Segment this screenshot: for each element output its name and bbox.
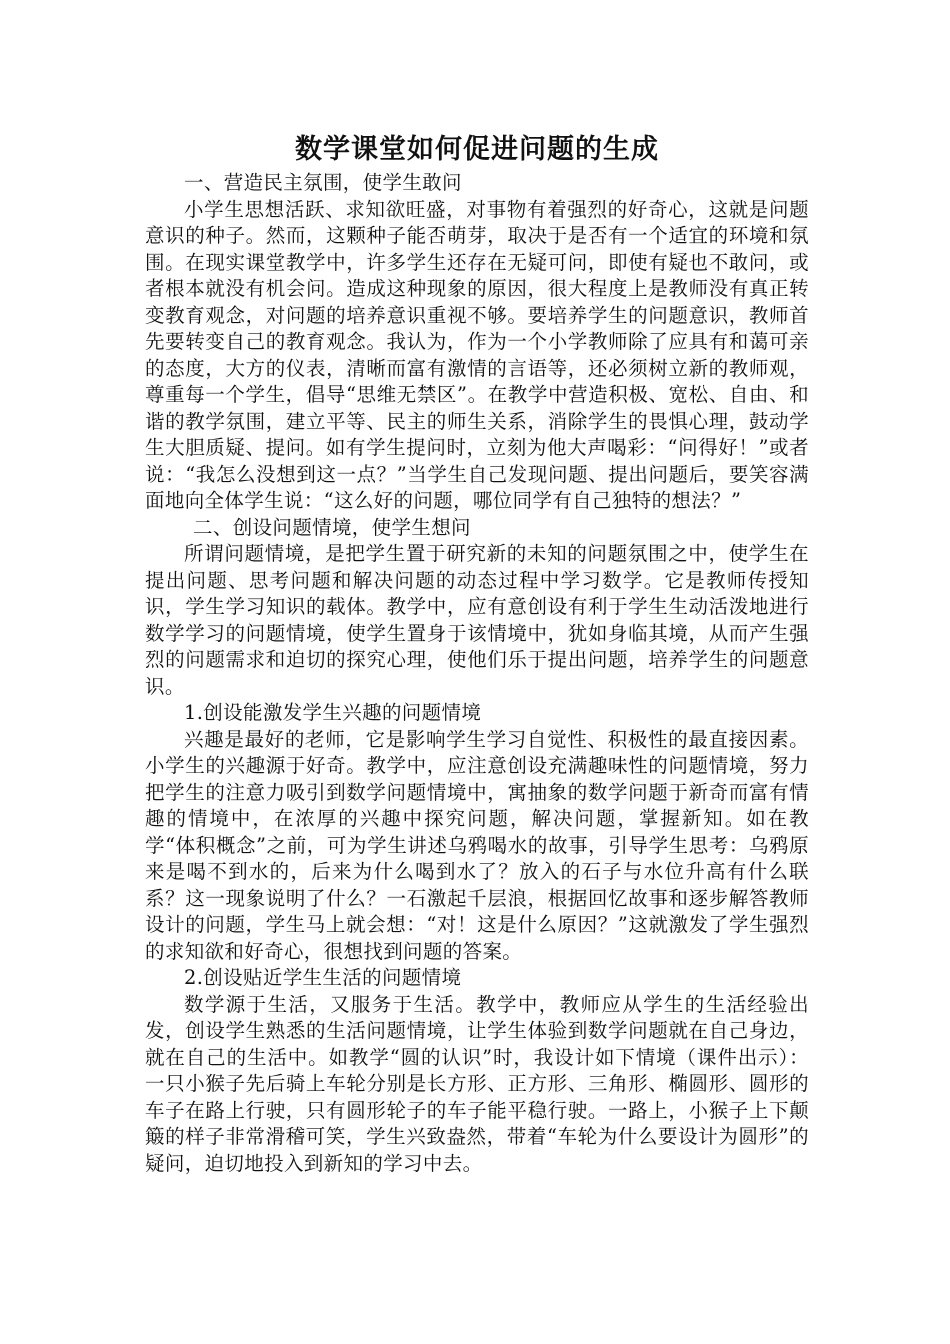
section-2-paragraph: 所谓问题情境，是把学生置于研究新的未知的问题氛围之中，使学生在提出问题、思考问题和解决问题的动态过程中学习数学。它是教师传授知识，学生学习知识的载体。教学中，应有意创设有利于学生生动活泼地进行数学学习的问题情境，使学生置身于该情境中，犹如身临其境，从而产生强烈的问题需求和迫切的探究心理，使他们乐于提出问题，培养学生的问题意识。 [145, 542, 809, 698]
subsection-2-paragraph: 数学源于生活，又服务于生活。教学中，教师应从学生的生活经验出发，创设学生熟悉的生活问题情境，让学生体验到数学问题就在自己身边，就在自己的生活中。如教学“圆的认识”时，我设计如下情境（课件出示）：一只小猴子先后骑上车轮分别是长方形、正方形、三角形、椭圆形、圆形的车子在路上行驶，只有圆形轮子的车子能平稳行驶。一路上，小猴子上下颠簸的样子非常滑稽可笑，学生兴致盎然，带着“车轮为什么要设计为圆形”的疑问，迫切地投入到新知的学习中去。 [145, 992, 809, 1175]
subsection-1-paragraph: 兴趣是最好的老师，它是影响学生学习自觉性、积极性的最直接因素。小学生的兴趣源于好奇。教学中，应注意创设充满趣味性的问题情境，努力把学生的注意力吸引到数学问题情境中，寓抽象的数学问题于新奇而富有情趣的情境中，在浓厚的兴趣中探究问题，解决问题，掌握新知。如在教学“体积概念”之前，可为学生讲述乌鸦喝水的故事，引导学生思考：乌鸦原来是喝不到水的，后来为什么喝到水了？放入的石子与水位升高有什么联系？这一现象说明了什么？一石激起千层浪，根据回忆故事和逐步解答教师设计的问题，学生马上就会想：“对！这是什么原因？”这就激发了学生强烈的求知欲和好奇心，很想找到问题的答案。 [145, 727, 809, 963]
section-2-heading: 二、创设问题情境，使学生想问 [193, 515, 471, 539]
document-page [145, 132, 809, 1177]
subsection-2-heading: 2.创设贴近学生生活的问题情境 [184, 966, 462, 989]
subsection-1-heading: 1.创设能激发学生兴趣的问题情境 [184, 701, 482, 724]
section-1-heading: 一、营造民主氛围，使学生敢问 [184, 171, 462, 194]
section-1-paragraph: 小学生思想活跃、求知欲旺盛，对事物有着强烈的好奇心，这就是问题意识的种子。然而，这颗种子能否萌芽，取决于是否有一个适宜的环境和氛围。在现实课堂教学中，许多学生还存在无疑可问，即使有疑也不敢问，或者根本就没有机会问。造成这种现象的原因，很大程度上是教师没有真正转变教育观念，对问题的培养意识重视不够。要培养学生的问题意识，教师首先要转变自己的教育观念。我认为，作为一个小学教师除了应具有和蔼可亲的态度，大方的仪表，清晰而富有激情的言语等，还必须树立新的教师观，尊重每一个学生，倡导“思维无禁区”。在教学中营造积极、宽松、自由、和谐的教学氛围，建立平等、民主的师生关系，消除学生的畏惧心理，鼓动学生大胆质疑、提问。如有学生提问时，立刻为他大声喝彩：“问得好！”或者说：“我怎么没想到这一点？”当学生自己发现问题、提出问题后，要笑容满面地向全体学生说：“这么好的问题，哪位同学有自己独特的想法？” [145, 197, 809, 512]
document-title: 数学课堂如何促进问题的生成 [295, 134, 659, 165]
